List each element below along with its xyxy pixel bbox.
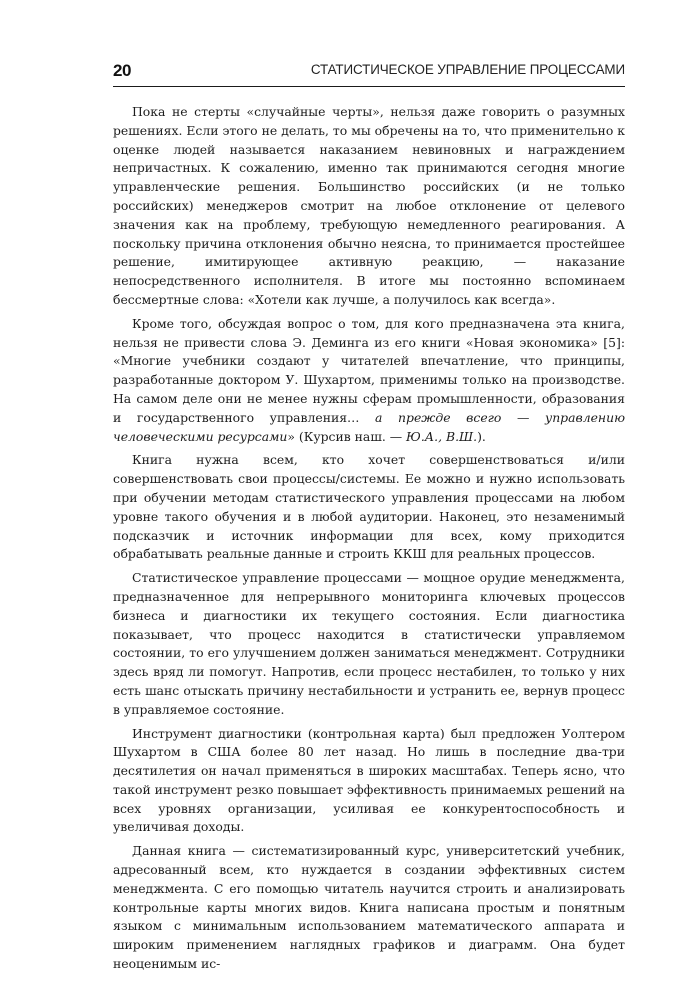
paragraph-6: Данная книга — систематизированный курс, университетский учебник, адресованный всем, кто нуждается в создании эффективных систем менеджмента. С его помощью читатель научится строить и анализировать контрольные карты многих видов. Книга написана простым и понятным языком с минимальным использованием математического аппарата и широким применением наглядных графиков и диаграмм. Она будет неоценимым ис-	[113, 843, 625, 972]
paragraph-2-text-start: Кроме того, обсуждая вопрос о том, для кого предназначена эта книга, нельзя не привести слова Э. Деминга из его книги «Новая экономика» [5]: «Многие учебники создают у читателей впечатление, что принципы, разработанные доктором У. Шухартом, применимы только на производстве. На самом деле они не менее нужны сферам промышленности, образования и государственного управления…	[113, 315, 625, 425]
paragraph-5: Инструмент диагностики (контрольная карта) был предложен Уолтером Шухартом в США более 80 лет назад. Но лишь в последние два-три десятилетия он начал применяться в широких масштабах. Теперь ясно, что такой инструмент резко повышает эффективность принимаемых решений на всех уровнях организации, усиливая ее конкурентоспособность и увеличивая доходы.	[113, 725, 625, 835]
paragraph-2-text-end: ).	[477, 428, 486, 444]
header-rule	[113, 86, 625, 87]
paragraph-4: Статистическое управление процессами — мощное орудие менеджмента, предназначенное для непрерывного мониторинга ключевых процессов бизнеса и диагностики их текущего состояния. Если диагностика показывает, что процесс находится в статистически управляемом состоянии, то его улучшением должен заниматься менеджмент. Сотрудники здесь вряд ли помогут. Напротив, если процесс нестабилен, то только у них есть шанс отыскать причину нестабильности и устранить ее, вернув процесс в управляемое состояние.	[113, 570, 625, 717]
paragraph-2-text-middle: » (Курсив наш. —	[287, 428, 407, 444]
page-header	[113, 56, 625, 82]
page-number: 20	[113, 61, 131, 80]
running-title: СТАТИСТИЧЕСКОЕ УПРАВЛЕНИЕ ПРОЦЕССАМИ	[310, 62, 625, 77]
paragraph-2-italic-initials: Ю.А., В.Ш.	[406, 428, 478, 444]
paragraph-3: Книга нужна всем, кто хочет совершенствоваться и/или совершенствовать свои процессы/системы. Ее можно и нужно использовать при обучении методам статистического управления процессами на любом уровне такого обучения и в любой аудитории. Наконец, это незаменимый подсказчик и источник информации для всех, кому приходится обрабатывать реальные данные и строить ККШ для реальных процессов.	[113, 452, 625, 562]
paragraph-1: Пока не стерты «случайные черты», нельзя даже говорить о разумных решениях. Если этого не делать, то мы обречены на то, что применительно к оценке людей называется наказанием невиновных и награждением непричастных. К сожалению, именно так принимаются сегодня многие управленческие решения. Большинство российских (и не только российских) менеджеров смотрит на любое отклонение от целевого значения как на проблему, требующую немедленного реагирования. А поскольку причина отклонения обычно неясна, то принимается простейшее решение, имитирующее активную реакцию, — наказание непосредственного исполнителя. В итоге мы постоянно вспоминаем бессмертные слова: «Хотели как лучше, а получилось как всегда».	[113, 104, 625, 307]
paragraph-2-italic-quote: а прежде всего — управлению человеческими ресурсами	[113, 409, 625, 444]
paragraph-2	[113, 315, 625, 447]
body-text	[113, 103, 625, 979]
